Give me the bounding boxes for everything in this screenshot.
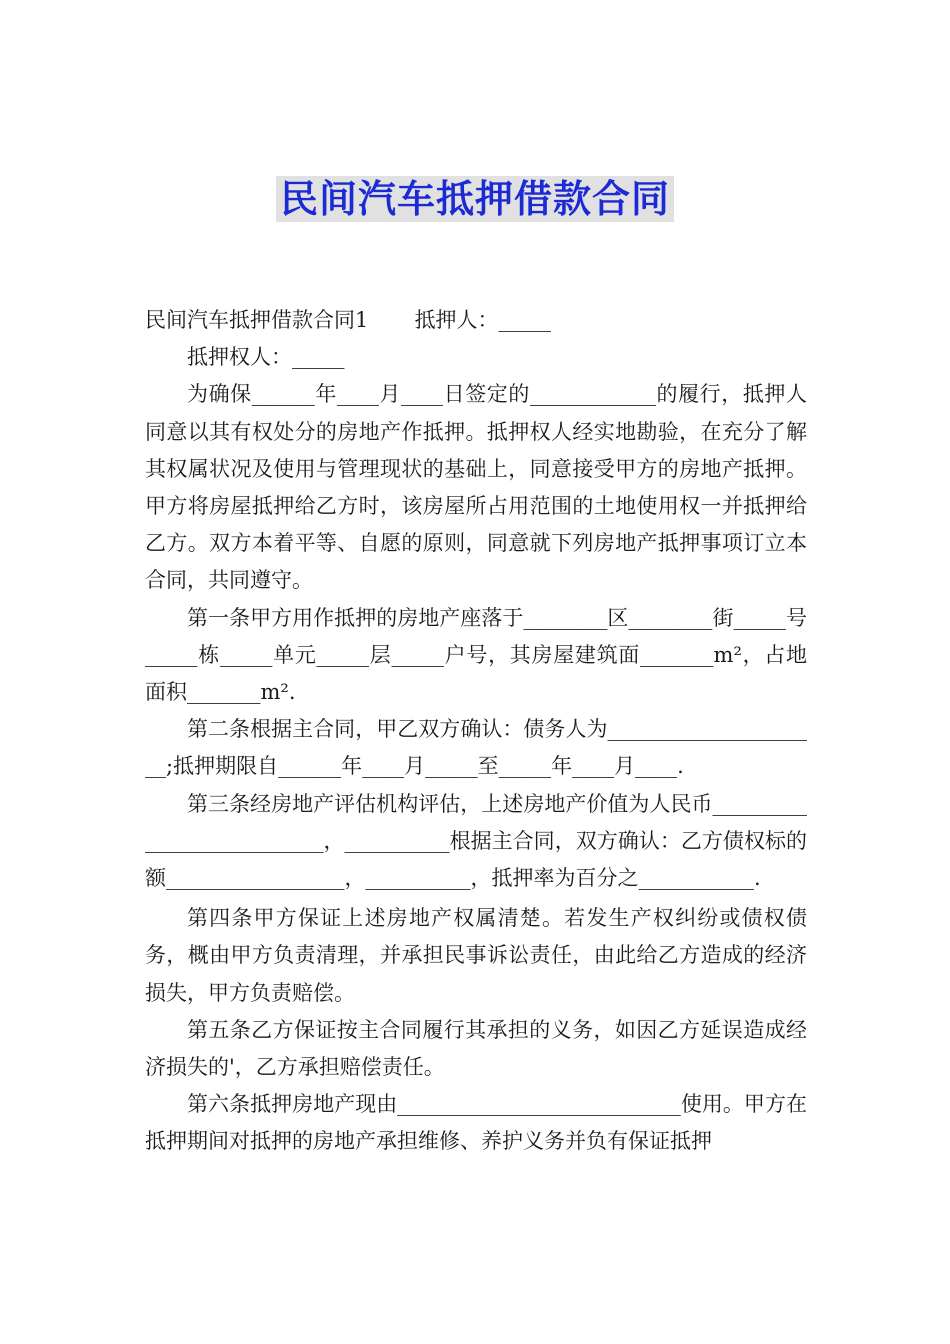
title-wrap (0, 176, 950, 222)
article-6: 第六条抵押房地产现由___________________________使用。甲方在抵押期间对抵押的房地产承担维修、养护义务并负有保证抵押 (145, 1092, 807, 1154)
article-5: 第五条乙方保证按主合同履行其承担的义务，如因乙方延误造成经济损失的'，乙方承担赔偿责任。 (145, 1017, 807, 1080)
article-4: 第四条甲方保证上述房地产权属清楚。若发生产权纠纷或债权债务，概由甲方负责清理，并承担民事诉讼责任，由此给乙方造成的经济损失，甲方负责赔偿。 (145, 906, 807, 1005)
article-3: 第三条经房地产评估机构评估，上述房地产价值为人民币__________________________，__________根据主合同，双方确认：乙方债权标的额_________________，__________，抵押率为百分之___________. (145, 791, 807, 891)
article-2: 第二条根据主合同，甲乙双方确认：债务人为_____________________;抵押期限自______年____月_____至_____年____月____. (145, 717, 807, 779)
preamble-paragraph: 为确保______年____月____日签定的____________的履行，抵押人同意以其有权处分的房地产作抵押。抵押权人经实地勘验，在充分了解其权属状况及使用与管理现状的基础上，同意接受甲方的房地产抵押。甲方将房屋抵押给乙方时，该房屋所占用范围的土地使用权一并抵押给乙方。双方本着平等、自愿的原则，同意就下列房地产抵押事项订立本合同，共同遵守。 (145, 382, 807, 593)
article-1: 第一条甲方用作抵押的房地产座落于________区________街_____号_____栋_____单元_____层_____户号，其房屋建筑面_______m²，占地面积_______m². (145, 605, 807, 705)
contract-heading: 民间汽车抵押借款合同1 (145, 308, 369, 332)
mortgagor-line: 抵押人：_____ (414, 308, 552, 332)
document-title: 民间汽车抵押借款合同 (276, 176, 674, 222)
contract-body (145, 302, 807, 1161)
intro-line (145, 302, 807, 339)
mortgagee-line: 抵押权人：_____ (187, 345, 345, 370)
